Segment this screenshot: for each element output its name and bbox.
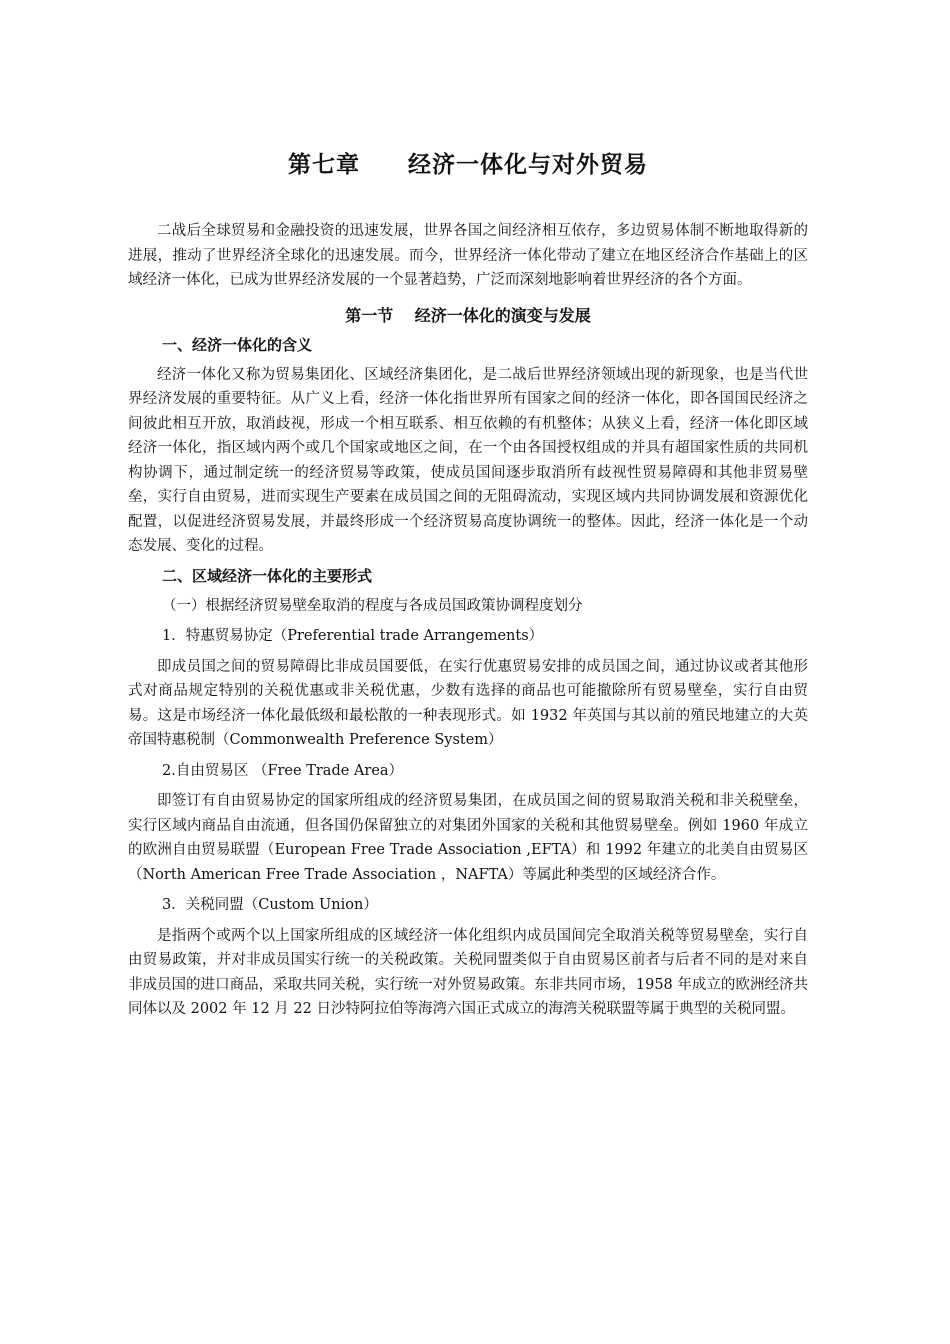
intro-paragraph: 二战后全球贸易和金融投资的迅速发展，世界各国之间经济相互依存，多边贸易体制不断地取得新的进展，推动了世界经济全球化的迅速发展。而今，世界经济一体化带动了建立在地区经济合作基础上的区域经济一体化，已成为世界经济发展的一个显著趋势，广泛而深刻地影响着世界经济的各个方面。 [128,223,808,288]
heading-definition: 一、经济一体化的含义 [162,335,313,354]
page-content [128,146,808,1028]
definition-paragraph: 经济一体化又称为贸易集团化、区域经济集团化，是二战后世界经济领域出现的新现象，也是当代世界经济发展的重要特征。从广义上看，经济一体化指世界所有国家之间的经济一体化，即各国国民经济之间彼此相互开放，取消歧视，形成一个相互联系、相互依赖的有机整体；从狭义上看，经济一体化即区域经济一体化，指区域内两个或几个国家或地区之间，在一个由各国授权组成的并具有超国家性质的共同机构协调下，通过制定统一的经济贸易等政策，使成员国间逐步取消所有歧视性贸易障碍和其他非贸易壁垒，实行自由贸易，进而实现生产要素在成员国之间的无阻碍流动，实现区域内共同协调发展和资源优化配置，以促进经济贸易发展，并最终形成一个经济贸易高度协调统一的整体。因此，经济一体化是一个动态发展、变化的过程。 [128,366,808,554]
chapter-title: 第七章 经济一体化与对外贸易 [288,152,648,178]
item-text-free-trade-area: 即签订有自由贸易协定的国家所组成的经济贸易集团，在成员国之间的贸易取消关税和非关税壁垒，实行区域内商品自由流通，但各国仍保留独立的对集团外国家的关税和其他贸易壁垒。例如 1960 年成立的欧洲自由贸易联盟（European Free Trade Association ,EFTA）和 1992 年建立的北美自由贸易区（North American Free Trade Association ，NAFTA）等属此种类型的区域经济合作。 [128,793,808,883]
section-title: 第一节 经济一体化的演变与发展 [345,305,591,325]
item-label-preferential-trade: 1．特惠贸易协定（Preferential trade Arrangements） [162,628,544,644]
classification-subheading: （一）根据经济贸易壁垒取消的程度与各成员国政策协调程度划分 [162,597,583,614]
item-label-free-trade-area: 2.自由贸易区 （Free Trade Area） [162,762,404,779]
item-text-preferential-trade: 即成员国之间的贸易障碍比非成员国要低，在实行优惠贸易安排的成员国之间，通过协议或者其他形式对商品规定特别的关税优惠或非关税优惠，少数有选择的商品也可能撤除所有贸易壁垒，实行自由贸易。这是市场经济一体化最低级和最松散的一种表现形式。如 1932 年英国与其以前的殖民地建立的大英帝国特惠税制（Commonwealth Preference System） [128,658,808,748]
item-label-customs-union: 3．关税同盟（Custom Union） [162,897,378,913]
heading-main-forms: 二、区域经济一体化的主要形式 [162,566,373,585]
item-text-customs-union: 是指两个或两个以上国家所组成的区域经济一体化组织内成员国间完全取消关税等贸易壁垒，实行自由贸易政策，并对非成员国实行统一的关税政策。关税同盟类似于自由贸易区前者与后者不同的是对来自非成员国的进口商品，采取共同关税，实行统一对外贸易政策。东非共同市场，1958 年成立的欧洲经济共同体以及 2002 年 12 月 22 日沙特阿拉伯等海湾六国正式成立的海湾关税联盟等属于典型的关税同盟。 [128,927,808,1017]
